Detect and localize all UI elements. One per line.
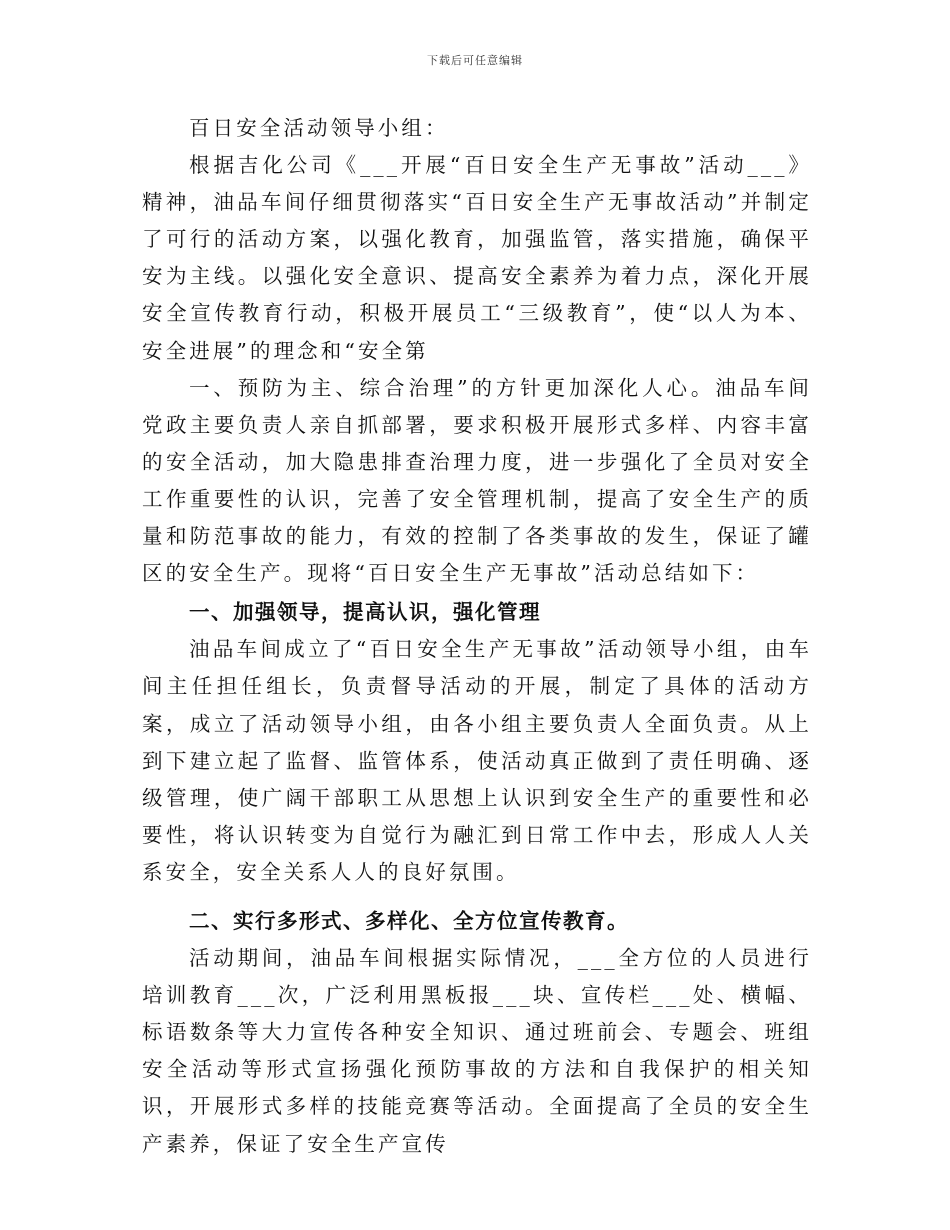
intro-paragraph: 根据吉化公司《___开展“百日安全生产无事故”活动___》精神，油品车间仔细贯彻落实“百日安全生产无事故活动”并制定了可行的活动方案，以强化教育，加强监管，落实措施，确保平安为主线。以强化安全意识、提高安全素养为着力点，深化开展安全宣传教育行动，积极开展员工“三级教育”，使“以人为本、安全进展”的理念和“安全第 — [142, 153, 812, 363]
section-heading-1: 一、加强领导，提高认识，强化管理 — [189, 600, 541, 625]
section-heading-2: 二、实行多形式、多样化、全方位宣传教育。 — [189, 908, 629, 933]
document-body — [142, 110, 812, 1163]
section-2-paragraph: 活动期间，油品车间根据实际情况，___全方位的人员进行培训教育___次，广泛利用黑板报___块、宣传栏___处、横幅、标语数条等大力宣传各种安全知识、通过班前会、专题会、班组安全活动等形式宣扬强化预防事故的方法和自我保护的相关知识，开展形式多样的技能竞赛等活动。全面提高了全员的安全生产素养，保证了安全生产宣传 — [142, 946, 812, 1156]
section-1-paragraph: 油品车间成立了“百日安全生产无事故”活动领导小组，由车间主任担任组长，负责督导活动的开展，制定了具体的活动方案，成立了活动领导小组，由各小组主要负责人全面负责。从上到下建立起了监督、监管体系，使活动真正做到了责任明确、逐级管理，使广阔干部职工从思想上认识到安全生产的重要性和必要性，将认识转变为自觉行为融汇到日常工作中去，形成人人关系安全，安全关系人人的良好氛围。 — [142, 637, 812, 884]
salutation: 百日安全活动领导小组： — [189, 116, 449, 140]
paragraph-1: 一、预防为主、综合治理”的方针更加深化人心。油品车间党政主要负责人亲自抓部署，要求积极开展形式多样、内容丰富的安全活动，加大隐患排查治理力度，进一步强化了全员对安全工作重要性的认识，完善了安全管理机制，提高了安全生产的质量和防范事故的能力，有效的控制了各类事故的发生，保证了罐区的安全生产。现将“百日安全生产无事故”活动总结如下： — [142, 375, 812, 586]
header-note: 下载后可任意编辑 — [427, 54, 523, 67]
